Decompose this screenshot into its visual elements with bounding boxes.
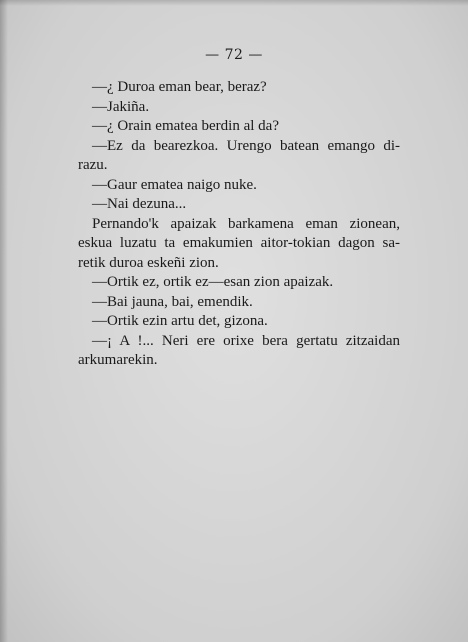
- text-line: Pernando'k apaizak barkamena eman zionean,: [92, 215, 400, 232]
- page-shadow-top: [0, 0, 468, 6]
- text-line: arkumarekin.: [78, 352, 158, 368]
- text-line: —¿ Duroa eman bear, beraz?: [92, 79, 267, 95]
- page-number: — 72 —: [205, 47, 263, 63]
- text-line: —¿ Orain ematea berdin al da?: [92, 118, 279, 134]
- text-line: —Ortik ez, ortik ez—esan zion apaizak.: [92, 274, 334, 290]
- text-line: —Gaur ematea naigo nuke.: [92, 176, 257, 193]
- text-line: retik duroa eskeñi zion.: [78, 254, 219, 271]
- text-line: —Nai dezuna...: [92, 196, 187, 212]
- text-line: eskua luzatu ta emakumien aitor-tokian dagon sa-: [78, 235, 400, 251]
- page-text: [78, 78, 400, 371]
- text-line: —Ortik ezin artu det, gizona.: [92, 313, 268, 329]
- text-line: —Bai jauna, bai, emendik.: [92, 293, 253, 310]
- text-line: —Ez da bearezkoa. Urengo batean emango di-: [92, 137, 400, 154]
- text-line: —Jakiña.: [92, 98, 150, 115]
- text-line: razu.: [78, 157, 108, 173]
- page-shadow-left: [0, 0, 8, 642]
- text-line: —¡ A !... Neri ere orixe bera gertatu zitzaidan: [92, 332, 400, 349]
